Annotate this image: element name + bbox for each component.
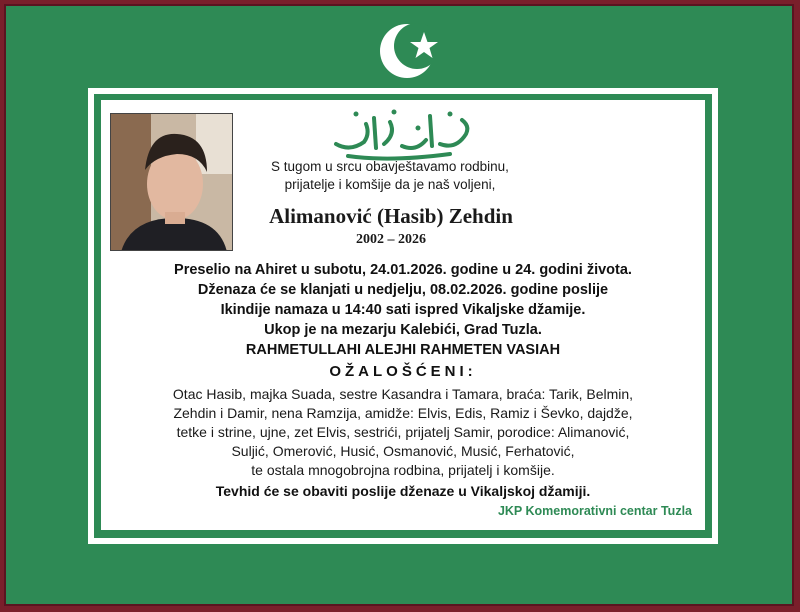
mourners-line: Suljić, Omerović, Husić, Osmanović, Musić, Ferhatović, [231, 443, 575, 459]
mourners-line: Zehdin i Damir, nena Ramzija, amidže: Elvis, Edis, Ramiz i Ševko, dajdže, [173, 405, 633, 421]
mourners-line: tetke i strine, ujne, zet Elvis, sestrići, prijatelj Samir, porodice: Alimanović, [176, 424, 630, 440]
mourners-line: te ostala mnogobrojna rodbina, prijatelj i komšije. [251, 462, 555, 478]
mourners-line: Otac Hasib, majka Suada, sestre Kasandra i Tamara, braća: Tarik, Belmin, [172, 386, 634, 402]
announcement-line: Ukop je na mezarju Kalebići, Grad Tuzla. [264, 322, 542, 338]
prayer-line: RAHMETULLAHI ALEJHI RAHMETEN VASIAH [245, 342, 561, 358]
announcement [101, 260, 705, 360]
signature: JKP Komemorativni centar Tuzla [497, 504, 692, 518]
announcement-line: Ikindije namaza u 14:40 sati ispred Vikaljske džamije. [220, 302, 586, 318]
mourners-list [101, 385, 705, 480]
announcement-line: Dženaza će se klanjati u nedjelju, 08.02.2026. godine poslije [197, 282, 609, 298]
intro-line: S tugom u srcu obavještavamo rodbinu, [271, 159, 509, 174]
tevhid-notice: Tevhid će se obaviti poslije dženaze u Vikaljskoj džamiji. [215, 483, 591, 499]
intro-text [240, 158, 540, 194]
portrait-photo [110, 113, 233, 251]
life-years: 2002 – 2026 [356, 232, 426, 247]
arabic-calligraphy-icon [330, 104, 476, 164]
deceased-name: Alimanović (Hasib) Zehdin [269, 204, 513, 228]
intro-line: prijatelje i komšije da je naš voljeni, [284, 177, 496, 192]
mourners-heading: OŽALOŠĆENI: [329, 363, 477, 380]
crescent-star-icon [374, 14, 448, 84]
announcement-line: Preselio na Ahiret u subotu, 24.01.2026. godine u 24. godini života. [174, 262, 632, 278]
